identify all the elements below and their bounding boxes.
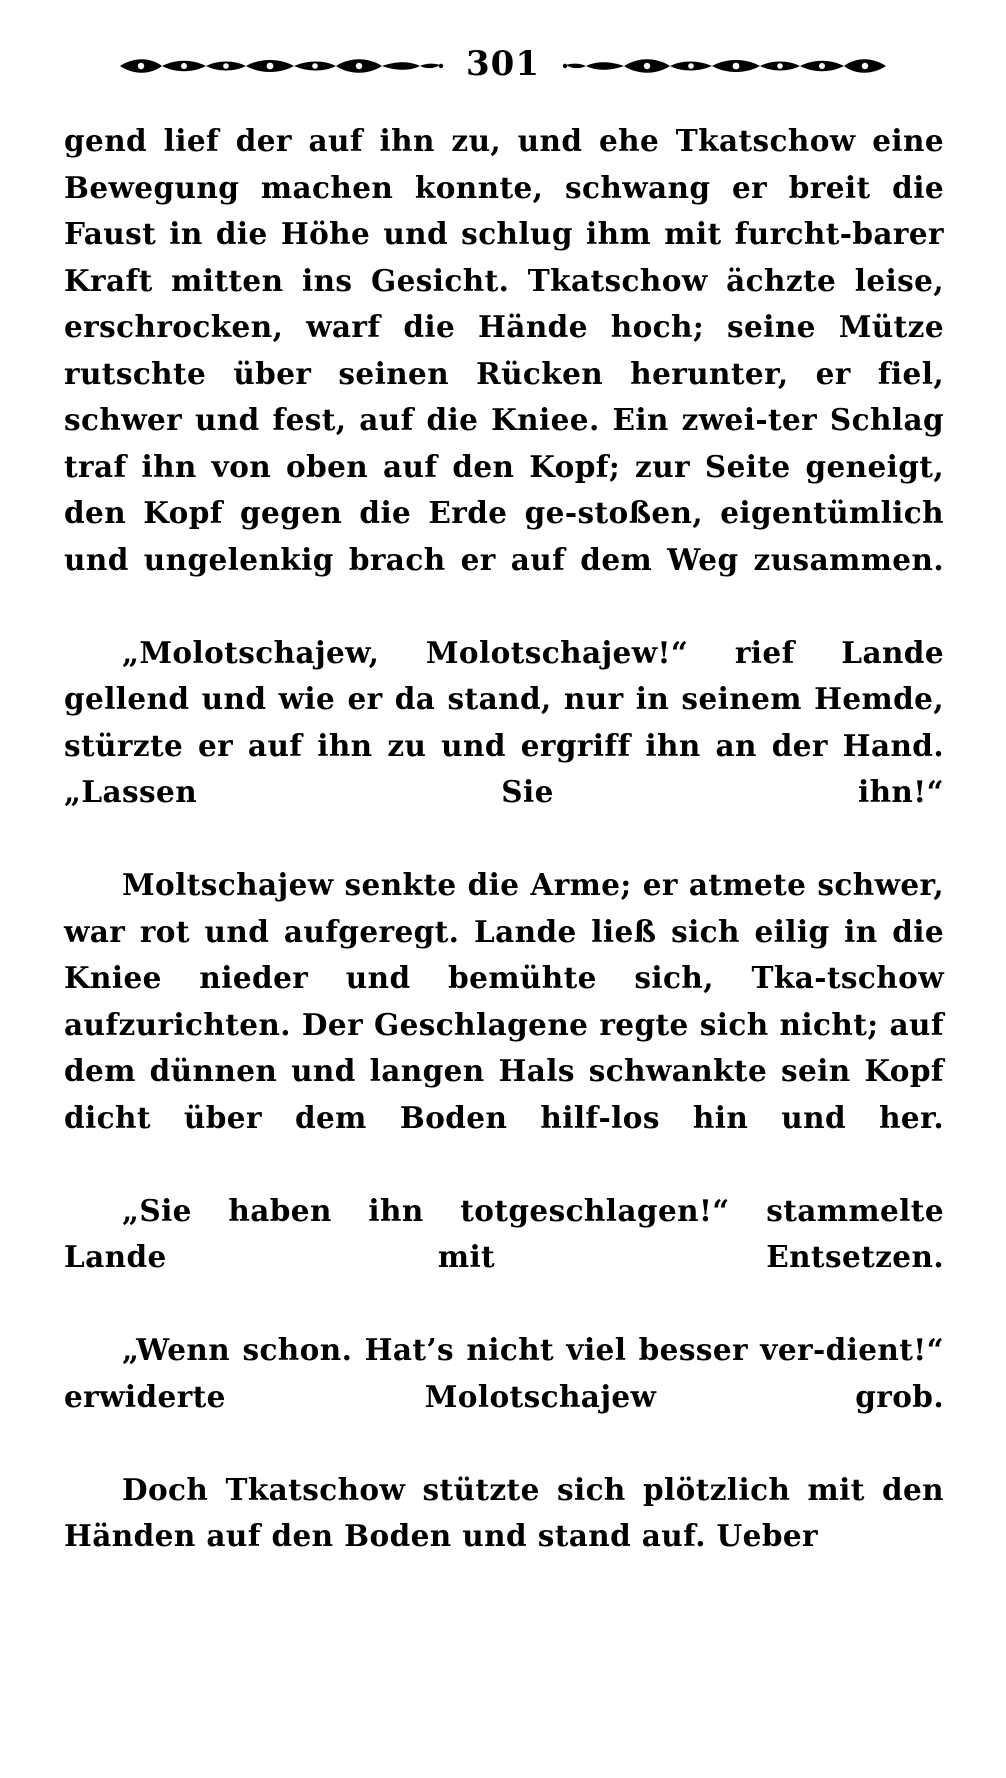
page-header bbox=[0, 40, 1006, 92]
paragraph: „Sie haben ihn totgeschlagen!“ stammelte Lande mit Entsetzen. bbox=[64, 1192, 944, 1274]
floral-rule-ornament bbox=[562, 53, 892, 79]
paragraph: „Molotschajew, Molotschajew!“ rief Lande gellend und wie er da stand, nur in seinem Hemde, stürzte er auf ihn zu und ergriff ihn an der Hand. „Lassen Sie ihn!“ bbox=[64, 634, 944, 809]
paragraph: Moltschajew senkte die Arme; er atmete schwer, war rot und aufgeregt. Lande ließ sich eilig in die Kniee nieder und bemühte sich, Tka‐tschow aufzurichten. Der Geschlagene regte sich nicht; auf dem dünnen und langen Hals schwankte sein Kopf dicht über dem Boden hilf‐los hin und her. bbox=[64, 867, 944, 1135]
page-body bbox=[64, 118, 944, 1560]
paragraph: „Wenn schon. Hat’s nicht viel besser ver‐dient!“ erwiderte Molotschajew grob. bbox=[64, 1332, 944, 1414]
floral-rule-ornament bbox=[114, 53, 444, 79]
paragraph: Doch Tkatschow stützte sich plötzlich mit den Händen auf den Boden und stand auf. Ueber bbox=[64, 1471, 944, 1553]
paragraph: gend lief der auf ihn zu, und ehe Tkatschow eine Bewegung machen konnte, schwang er breit die Faust in die Höhe und schlug ihm mit furcht‐barer Kraft mitten ins Gesicht. Tkatschow ächzte leise, erschrocken, warf die Hände hoch; seine Mütze rutschte über seinen Rücken herunter, er fiel, schwer und fest, auf die Kniee. Ein zwei‐ter Schlag traf ihn von oben auf den Kopf; zur Seite geneigt, den Kopf gegen die Erde ge‐stoßen, eigentümlich und ungelenkig brach er auf dem Weg zusammen. bbox=[64, 123, 944, 577]
page-number: 301 bbox=[466, 44, 540, 84]
